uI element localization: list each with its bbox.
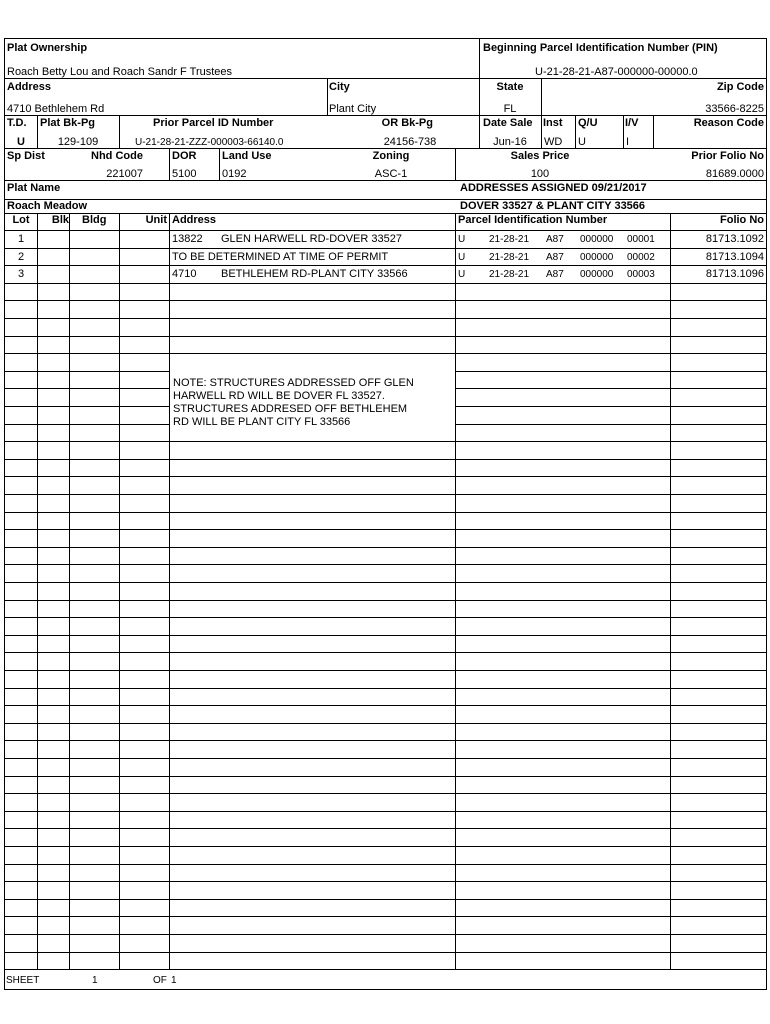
row-pin-block: 000000 (580, 269, 614, 280)
address-label: Address (7, 81, 52, 93)
sp-dist-label: Sp Dist (7, 150, 45, 162)
pin-label: Beginning Parcel Identification Number (PIN) (483, 42, 718, 54)
prior-parcel-value: U-21-28-21-ZZZ-000003-66140.0 (135, 137, 284, 148)
row-address-number: TO BE DETERMINED AT TIME OF PERMIT (172, 251, 389, 263)
row-pin-str: 21-28-21 (489, 269, 530, 280)
grid-column-line (455, 213, 456, 970)
nhd-code-value: 221007 (106, 168, 143, 180)
row-lot: 1 (17, 233, 25, 245)
plat-name-value: Roach Meadow (7, 200, 88, 212)
row-folio: 81713.1094 (705, 251, 764, 263)
row-pin-sub: A87 (546, 234, 564, 245)
reason-code-label: Reason Code (693, 117, 764, 129)
qu-label: Q/U (578, 117, 598, 129)
row-address-number: 4710 (172, 268, 197, 280)
prior-folio-label: Prior Folio No (691, 150, 764, 162)
sheet-label: SHEET (6, 975, 40, 986)
row-address-number: 13822 (172, 233, 203, 245)
plat-ownership-label: Plat Ownership (7, 42, 88, 54)
grid-column-line (119, 213, 120, 970)
grid-column-line (37, 213, 38, 970)
row-pin-sub: A87 (546, 252, 564, 263)
td-value: U (17, 136, 25, 148)
row-folio: 81713.1096 (705, 268, 764, 280)
rule (455, 148, 456, 180)
qu-value: U (578, 136, 586, 148)
prior-folio-value: 81689.0000 (705, 168, 764, 180)
col-unit: Unit (145, 214, 167, 226)
sales-price-label: Sales Price (510, 150, 570, 162)
plat-bkpg-value: 129-109 (57, 136, 99, 148)
zip-value: 33566-8225 (705, 103, 764, 115)
structures-note: NOTE: STRUCTURES ADDRESSED OFF GLEN HARWELL RD WILL BE DOVER FL 33527. STRUCTURES ADDRESED OFF BETHLEHEM RD WILL BE PLANT CITY FL 33566 (173, 377, 414, 428)
state-label: State (496, 81, 524, 93)
total-sheets: 1 (171, 975, 177, 986)
cities-line: DOVER 33527 & PLANT CITY 33566 (460, 200, 646, 212)
grid-column-line (69, 213, 70, 970)
td-label: T.D. (7, 117, 27, 129)
inst-value: WD (544, 136, 563, 148)
inst-label: Inst (543, 117, 563, 129)
rule (653, 115, 654, 148)
sales-price-value: 100 (530, 168, 550, 180)
row-pin-lot: 00001 (627, 234, 655, 245)
sheet-number: 1 (92, 975, 98, 986)
rule (623, 115, 624, 148)
nhd-code-label: Nhd Code (91, 150, 143, 162)
row-pin-sub: A87 (546, 269, 564, 280)
rule (5, 199, 766, 200)
row-pin-prefix: U (458, 269, 466, 280)
col-folio: Folio No (720, 214, 764, 226)
date-sale-value: Jun-16 (493, 136, 527, 148)
rule (219, 148, 220, 180)
iv-label: I/V (625, 117, 639, 129)
row-pin-block: 000000 (580, 252, 614, 263)
col-lot: Lot (12, 214, 30, 226)
grid-column-line (169, 213, 170, 970)
row-pin-str: 21-28-21 (489, 234, 530, 245)
rule (169, 148, 170, 180)
rule (541, 78, 542, 115)
city-label: City (329, 81, 350, 93)
dor-value: 5100 (172, 168, 197, 180)
or-bkpg-value: 24156-738 (383, 136, 437, 148)
col-pin: Parcel Identification Number (458, 214, 608, 226)
owner-name: Roach Betty Lou and Roach Sandr F Trustees (7, 66, 233, 78)
addresses-assigned: ADDRESSES ASSIGNED 09/21/2017 (460, 182, 647, 194)
prior-parcel-label: Prior Parcel ID Number (153, 117, 274, 129)
address-value: 4710 Bethlehem Rd (7, 103, 105, 115)
row-pin-prefix: U (458, 252, 466, 263)
rule (575, 115, 576, 148)
row-lot: 2 (17, 251, 25, 263)
plat-form (4, 38, 767, 990)
col-bldg: Bldg (82, 214, 107, 226)
row-address-street: GLEN HARWELL RD-DOVER 33527 (221, 233, 402, 245)
row-address-street: BETHLEHEM RD-PLANT CITY 33566 (221, 268, 408, 280)
row-folio: 81713.1092 (705, 233, 764, 245)
rule (479, 39, 480, 78)
zoning-label: Zoning (372, 150, 410, 162)
state-value: FL (503, 103, 517, 115)
dor-label: DOR (172, 150, 197, 162)
rule (327, 78, 328, 115)
row-pin-lot: 00002 (627, 252, 655, 263)
zoning-value: ASC-1 (374, 168, 408, 180)
rule (541, 115, 542, 148)
city-value: Plant City (329, 103, 377, 115)
row-pin-str: 21-28-21 (489, 252, 530, 263)
beginning-pin: U-21-28-21-A87-000000-00000.0 (535, 66, 698, 78)
of-label: OF (153, 975, 167, 986)
row-pin-prefix: U (458, 234, 466, 245)
grid-column-line (670, 213, 671, 970)
iv-value: I (626, 136, 630, 148)
or-bkpg-label: OR Bk-Pg (381, 117, 433, 129)
zip-label: Zip Code (716, 81, 764, 93)
land-use-value: 0192 (222, 168, 247, 180)
row-lot: 3 (17, 268, 25, 280)
col-blk: Blk (51, 214, 69, 226)
col-address: Address (172, 214, 217, 226)
plat-bkpg-label: Plat Bk-Pg (40, 117, 96, 129)
row-pin-lot: 00003 (627, 269, 655, 280)
plat-name-label: Plat Name (7, 182, 61, 194)
date-sale-label: Date Sale (483, 117, 533, 129)
row-pin-block: 000000 (580, 234, 614, 245)
land-use-label: Land Use (222, 150, 272, 162)
rule (119, 115, 120, 148)
